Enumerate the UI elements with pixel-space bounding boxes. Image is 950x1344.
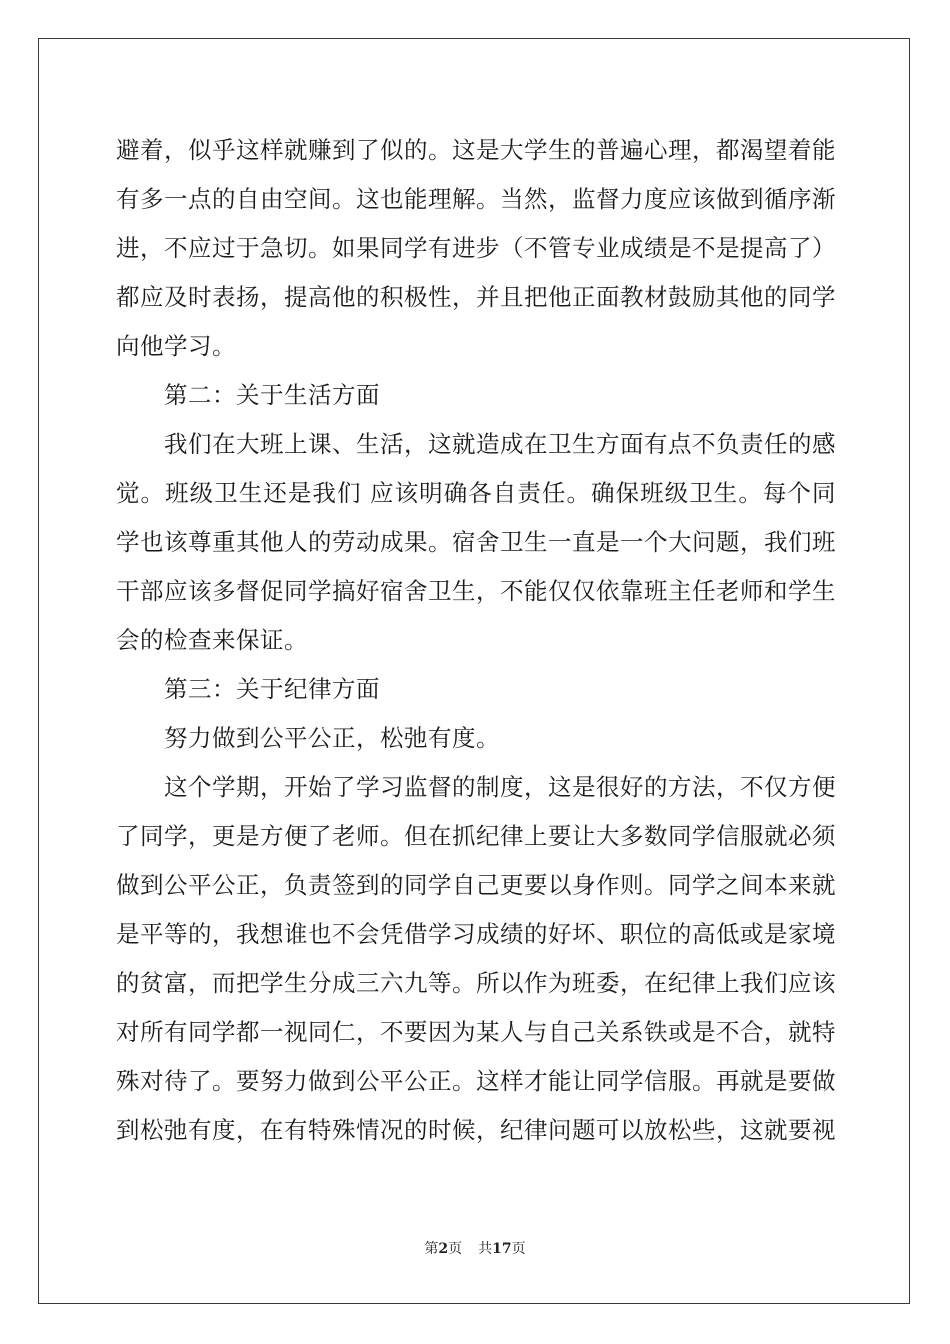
body-line: 都应及时表扬，提高他的积极性，并且把他正面教材鼓励其他的同学 bbox=[116, 283, 836, 311]
section-heading-life: 第二：关于生活方面 bbox=[164, 381, 380, 409]
body-line: 学也该尊重其他人的劳动成果。宿舍卫生一直是一个大问题，我们班 bbox=[116, 528, 836, 556]
body-line: 是平等的，我想谁也不会凭借学习成绩的好坏、职位的高低或是家境 bbox=[116, 920, 836, 948]
body-line: 避着，似乎这样就赚到了似的。这是大学生的普遍心理，都渴望着能 bbox=[116, 136, 836, 164]
body-line: 了同学，更是方便了老师。但在抓纪律上要让大多数同学信服就必须 bbox=[116, 822, 836, 850]
body-line: 有多一点的自由空间。这也能理解。当然，监督力度应该做到循序渐 bbox=[116, 185, 836, 213]
body-line: 干部应该多督促同学搞好宿舍卫生，不能仅仅依靠班主任老师和学生 bbox=[116, 577, 836, 605]
page-prefix: 第 bbox=[424, 1241, 439, 1257]
body-line: 觉。班级卫生还是我们 应该明确各自责任。确保班级卫生。每个同 bbox=[116, 479, 836, 507]
page-footer bbox=[0, 1240, 950, 1258]
page-total: 17 bbox=[492, 1241, 512, 1257]
section-heading-discipline: 第三：关于纪律方面 bbox=[164, 675, 380, 703]
total-prefix: 共 bbox=[478, 1241, 493, 1257]
total-suffix: 页 bbox=[511, 1241, 526, 1257]
body-line: 到松弛有度，在有特殊情况的时候，纪律问题可以放松些，这就要视 bbox=[116, 1116, 836, 1144]
body-line: 进，不应过于急切。如果同学有进步（不管专业成绩是不是提高了） bbox=[116, 234, 836, 262]
body-line: 向他学习。 bbox=[116, 332, 236, 360]
body-line: 的贫富，而把学生分成三六九等。所以作为班委，在纪律上我们应该 bbox=[116, 969, 836, 997]
page-current: 2 bbox=[438, 1241, 449, 1257]
document-body bbox=[116, 126, 836, 1155]
body-line: 做到公平公正，负责签到的同学自己更要以身作则。同学之间本来就 bbox=[116, 871, 836, 899]
body-line: 对所有同学都一视同仁，不要因为某人与自己关系铁或是不合，就特 bbox=[116, 1018, 836, 1046]
page-suffix: 页 bbox=[448, 1241, 463, 1257]
body-line: 殊对待了。要努力做到公平公正。这样才能让同学信服。再就是要做 bbox=[116, 1067, 836, 1095]
body-line: 会的检查来保证。 bbox=[116, 626, 308, 654]
body-line: 我们在大班上课、生活，这就造成在卫生方面有点不负责任的感 bbox=[164, 430, 836, 458]
body-line: 这个学期，开始了学习监督的制度，这是很好的方法，不仅方便 bbox=[164, 773, 836, 801]
body-line: 努力做到公平公正，松弛有度。 bbox=[164, 724, 500, 752]
